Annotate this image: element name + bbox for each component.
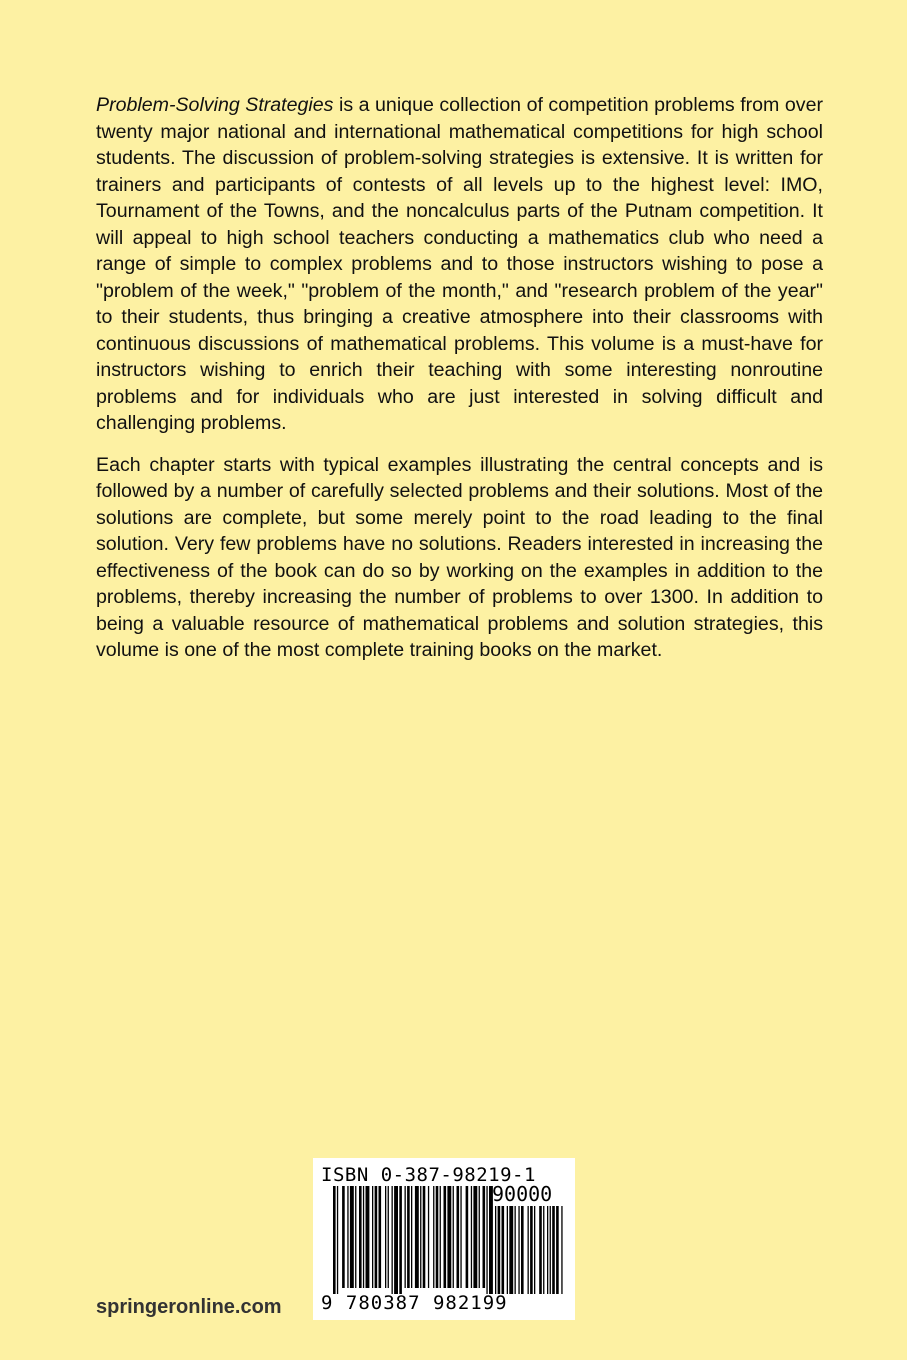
blurb-paragraph-1-text: is a unique collection of competition problems from over twenty major national and international mathematical competitions for high school students. The discussion of problem-solving strategies is extensive. It is written for trainers and participants of contests of all levels up to the highest level: IMO, Tournament of the Towns, and the noncalculus parts of the Putnam competition. It will appeal to high school teachers conducting a mathematics club who need a range of simple to complex problems and to those instructors wishing to pose a "problem of the week," "problem of the month," and "research problem of the year" to their students, thus bringing a creative atmosphere into their classrooms with continuous discussions of mathematical problems. This volume is a must-have for instructors wishing to enrich their teaching with some interesting nonroutine problems and for individuals who are just interested in solving difficult and challenging problems. bbox=[96, 94, 823, 434]
barcode-addon-bar bbox=[561, 1206, 562, 1294]
barcode-main-bar bbox=[337, 1186, 338, 1294]
barcode-addon-bar bbox=[518, 1206, 519, 1294]
barcode-main-bar bbox=[420, 1186, 421, 1288]
barcode-main-bar bbox=[433, 1186, 434, 1288]
barcode-main-bar bbox=[444, 1186, 447, 1288]
barcode-main-bar bbox=[405, 1186, 406, 1288]
barcode-main-bar bbox=[473, 1186, 477, 1288]
barcode-addon-bar bbox=[550, 1206, 551, 1294]
barcode-main-bar bbox=[457, 1186, 460, 1288]
barcode-addon-bar bbox=[539, 1206, 542, 1294]
barcode-main-bar bbox=[355, 1186, 356, 1288]
barcode-addon-bar bbox=[507, 1206, 508, 1294]
isbn-barcode bbox=[313, 1158, 575, 1320]
barcode-addon-bar bbox=[498, 1206, 501, 1294]
barcode-main-bar bbox=[375, 1186, 378, 1288]
barcode-main-bar bbox=[460, 1186, 461, 1288]
barcode-main-bar bbox=[483, 1186, 486, 1288]
barcode-main-bar bbox=[394, 1186, 398, 1294]
barcode-main-bar bbox=[479, 1186, 480, 1288]
publisher-website: springeronline.com bbox=[96, 1296, 282, 1318]
barcode-main-bar bbox=[486, 1186, 487, 1294]
barcode-addon-bar bbox=[552, 1206, 555, 1294]
barcode-main-bar bbox=[379, 1186, 382, 1288]
barcode-main-bar bbox=[399, 1186, 402, 1294]
barcode-main-bar bbox=[423, 1186, 426, 1288]
barcode-main-bar bbox=[385, 1186, 386, 1288]
barcode-main-bar bbox=[447, 1186, 451, 1288]
barcode-main-bar bbox=[347, 1186, 348, 1288]
barcode-addon-bar bbox=[543, 1206, 544, 1294]
book-title-italic: Problem-Solving Strategies bbox=[96, 94, 334, 116]
barcode-addon-bar bbox=[495, 1206, 496, 1294]
blurb-paragraph-1 bbox=[96, 92, 823, 437]
barcode-addon-bar bbox=[556, 1206, 559, 1294]
barcode-main-bar bbox=[366, 1186, 370, 1288]
barcode-main-bar bbox=[411, 1186, 412, 1288]
barcode-main-bar bbox=[415, 1186, 419, 1288]
barcode-addon-bar bbox=[534, 1206, 535, 1294]
barcode-addon-bar bbox=[528, 1206, 529, 1294]
barcode-main-bar bbox=[333, 1186, 336, 1294]
barcode-main-bar bbox=[428, 1186, 429, 1288]
barcode-main-bar bbox=[372, 1186, 373, 1288]
isbn-label: ISBN 0-387-98219-1 bbox=[321, 1164, 536, 1186]
barcode-main-bar bbox=[466, 1186, 469, 1288]
barcode-main-bar bbox=[392, 1186, 393, 1294]
barcode-main-bar bbox=[471, 1186, 472, 1288]
barcode-main-bar bbox=[436, 1186, 439, 1288]
barcode-addon-bar bbox=[547, 1206, 548, 1294]
barcode-main-bar bbox=[342, 1186, 345, 1288]
barcode-main-bar bbox=[453, 1186, 454, 1288]
barcode-addon-digits: 90000 bbox=[492, 1182, 553, 1206]
barcode-addon-bar bbox=[530, 1206, 533, 1294]
barcode-addon-bar bbox=[515, 1206, 516, 1294]
barcode-main-bar bbox=[359, 1186, 362, 1288]
barcode-main-bar bbox=[350, 1186, 354, 1288]
barcode-addon-bar bbox=[502, 1206, 505, 1294]
barcode-ean-digits: 9 780387 982199 bbox=[321, 1292, 508, 1314]
barcode-main-bar bbox=[440, 1186, 441, 1288]
barcode-main-bar bbox=[363, 1186, 364, 1288]
back-cover-blurb bbox=[96, 92, 823, 679]
blurb-paragraph-2: Each chapter starts with typical examples illustrating the central concepts and is followed by a number of carefully selected problems and their solutions. Most of the solutions are complete, but some merely point to the road leading to the final solution. Very few problems have no solutions. Readers interested in increasing the effectiveness of the book can do so by working on the examples in addition to the problems, thereby increasing the number of problems to over 1300. In addition to being a valuable resource of mathematical problems and solution strategies, this volume is one of the most complete training books on the market. bbox=[96, 453, 823, 661]
barcode-addon-bar bbox=[521, 1206, 524, 1294]
barcode-addon-bar bbox=[509, 1206, 513, 1294]
barcode-main-bar bbox=[407, 1186, 410, 1288]
barcode-main-bar bbox=[388, 1186, 389, 1288]
